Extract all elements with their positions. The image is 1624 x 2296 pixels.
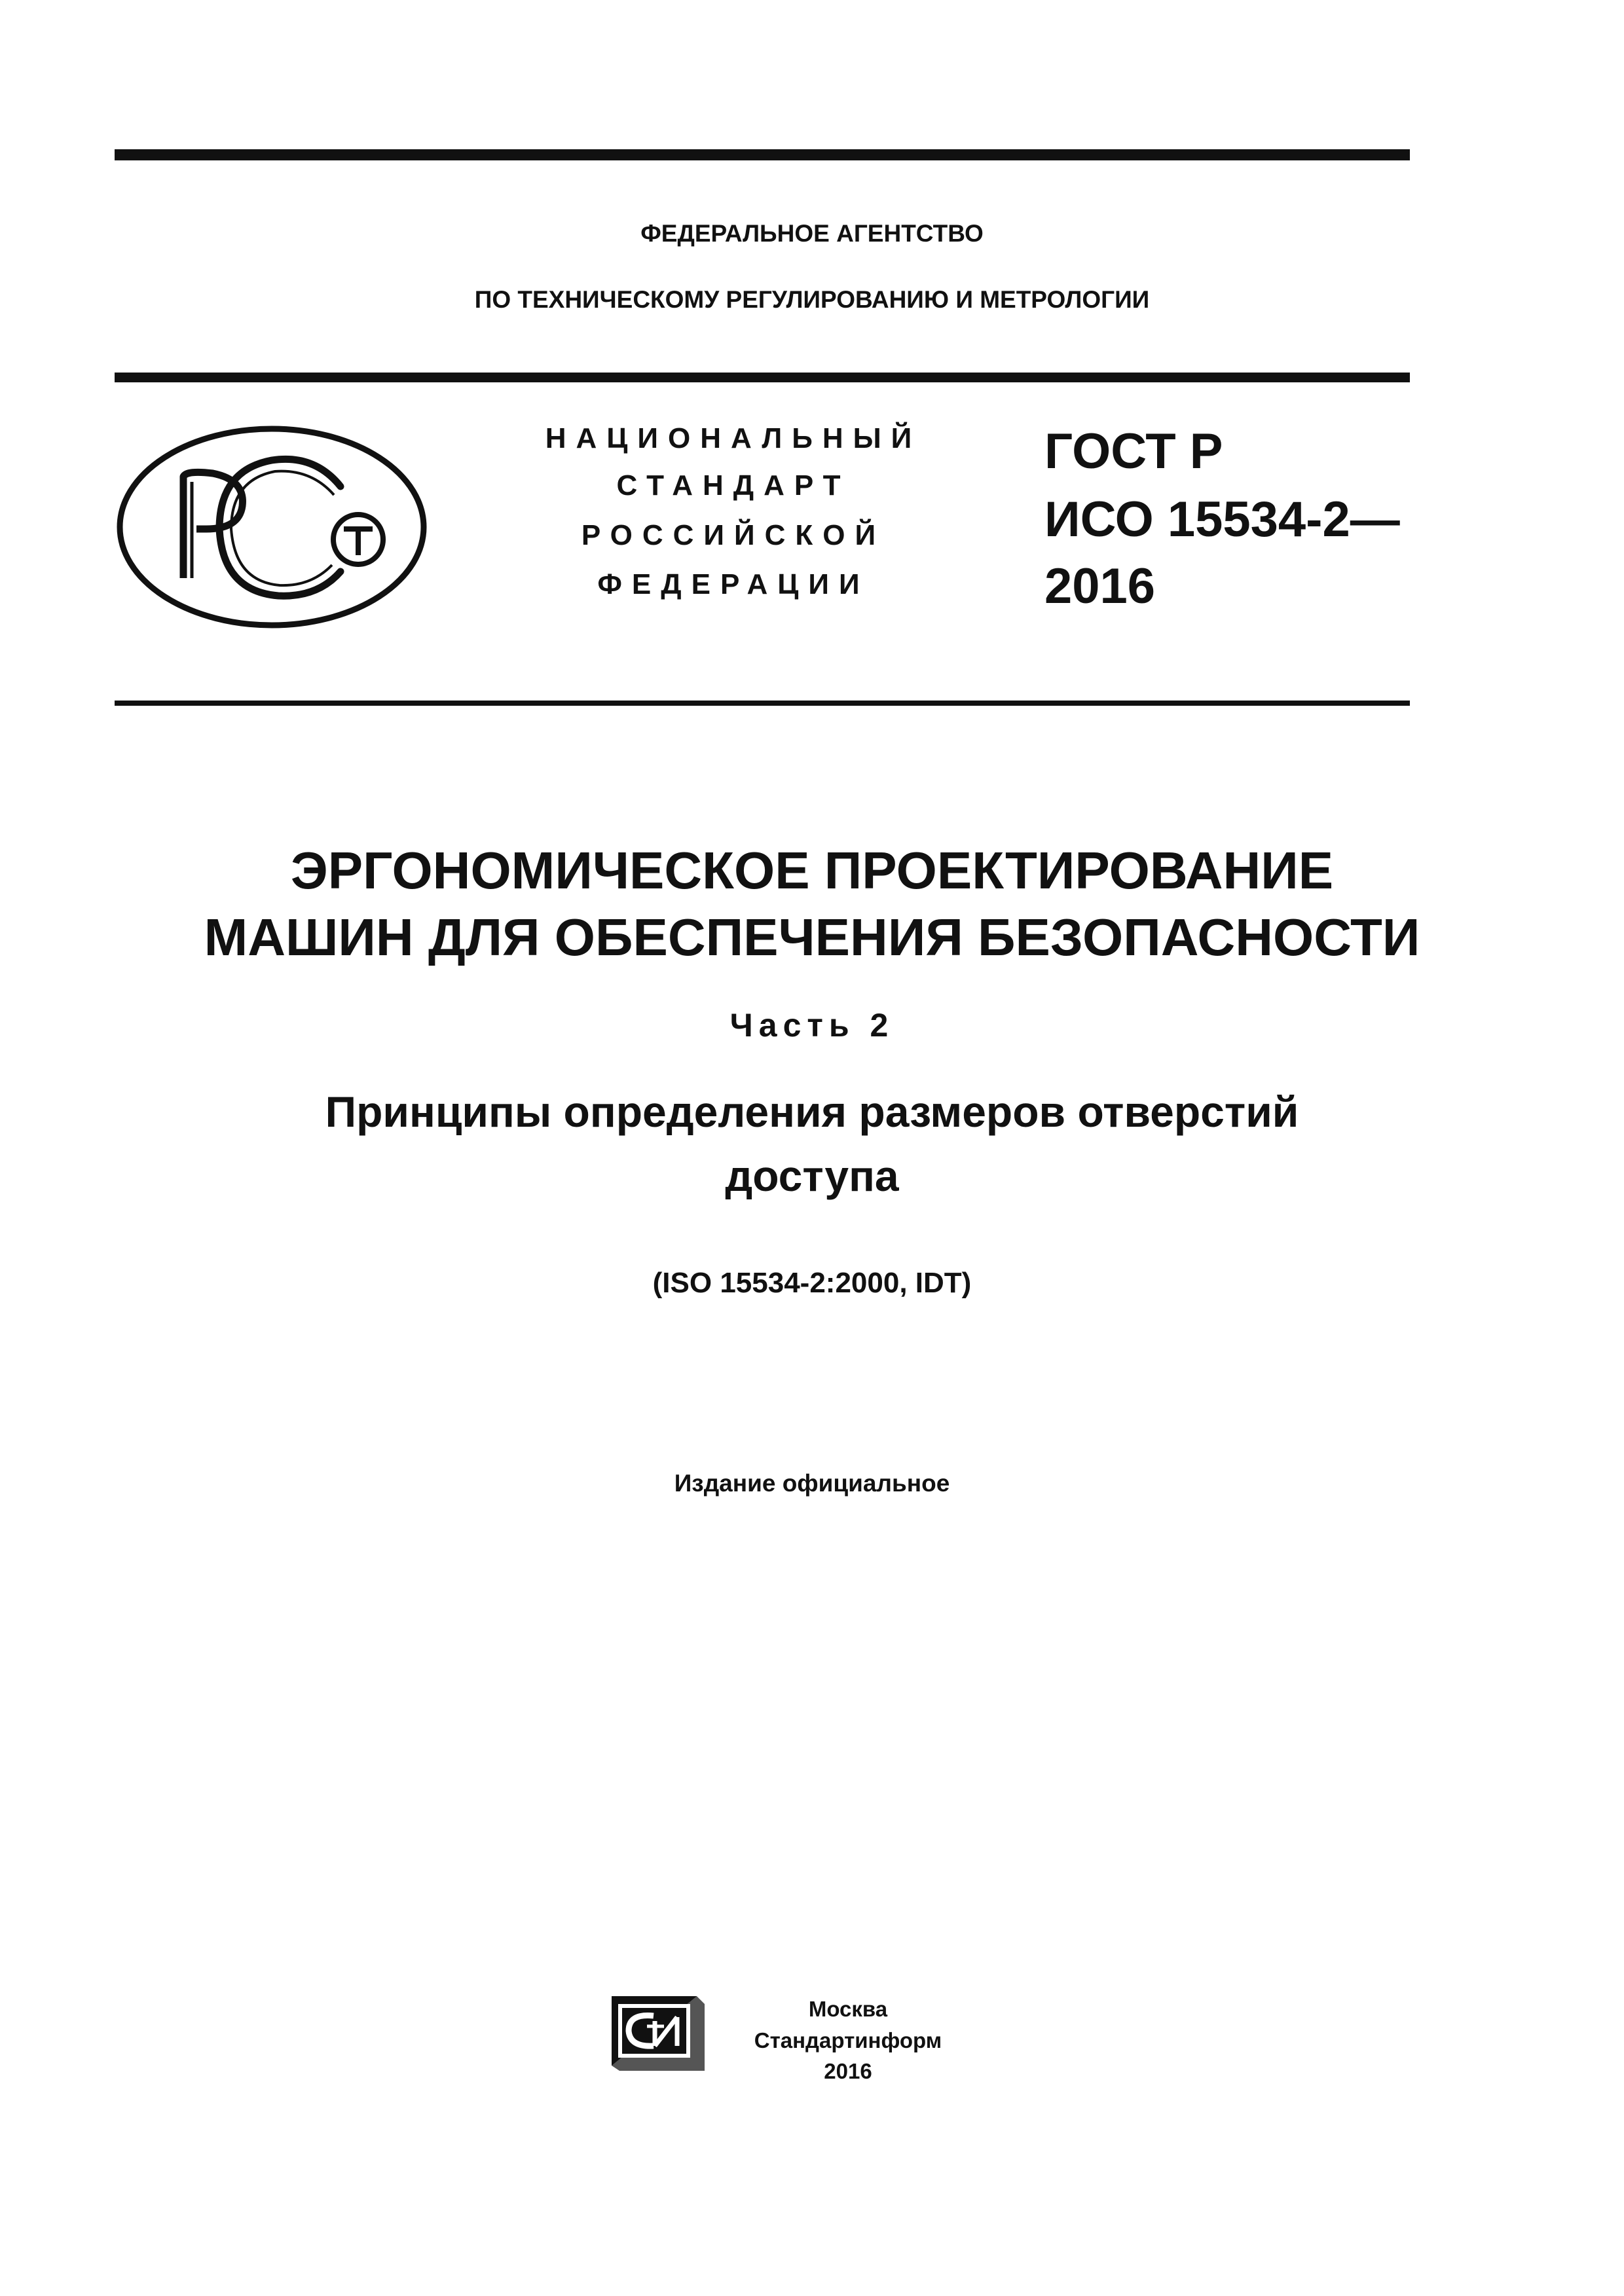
designation-rule — [115, 701, 1410, 706]
standard-designation-line-3: 2016 — [1044, 558, 1156, 614]
agency-name-line-1: ФЕДЕРАЛЬНОЕ АГЕНТСТВО — [640, 220, 984, 247]
agency-name-line-2: ПО ТЕХНИЧЕСКОМУ РЕГУЛИРОВАНИЮ И МЕТРОЛОГИИ — [474, 286, 1150, 313]
rst-certification-mark-icon — [115, 424, 429, 630]
iso-reference: (ISO 15534-2:2000, IDT) — [652, 1267, 972, 1299]
national-standard-line-4: ФЕДЕРАЦИИ — [597, 568, 870, 600]
edition-note: Издание официальное — [674, 1470, 950, 1497]
top-rule — [115, 149, 1410, 160]
part-title-line-2: доступа — [725, 1152, 899, 1200]
publication-year: 2016 — [824, 2059, 872, 2083]
standard-designation-line-1: ГОСТ Р — [1044, 424, 1223, 479]
national-standard-line-2: СТАНДАРТ — [616, 469, 851, 501]
publisher-name: Стандартинформ — [754, 2028, 942, 2052]
publisher-city: Москва — [808, 1997, 888, 2021]
document-title-line-1: ЭРГОНОМИЧЕСКОЕ ПРОЕКТИРОВАНИЕ — [290, 841, 1334, 900]
standartinform-logo-icon — [609, 1994, 707, 2072]
national-standard-line-3: РОССИЙСКОЙ — [581, 519, 886, 551]
logo-letters: РСТ — [115, 424, 116, 425]
standard-designation-line-2: ИСО 15534-2— — [1044, 492, 1400, 547]
national-standard-line-1: НАЦИОНАЛЬНЫЙ — [545, 422, 922, 454]
header-rule — [115, 373, 1410, 382]
part-number: Часть 2 — [729, 1007, 895, 1044]
part-title-line-1: Принципы определения размеров отверстий — [325, 1087, 1299, 1136]
document-title-line-2: МАШИН ДЛЯ ОБЕСПЕЧЕНИЯ БЕЗОПАСНОСТИ — [204, 908, 1420, 966]
